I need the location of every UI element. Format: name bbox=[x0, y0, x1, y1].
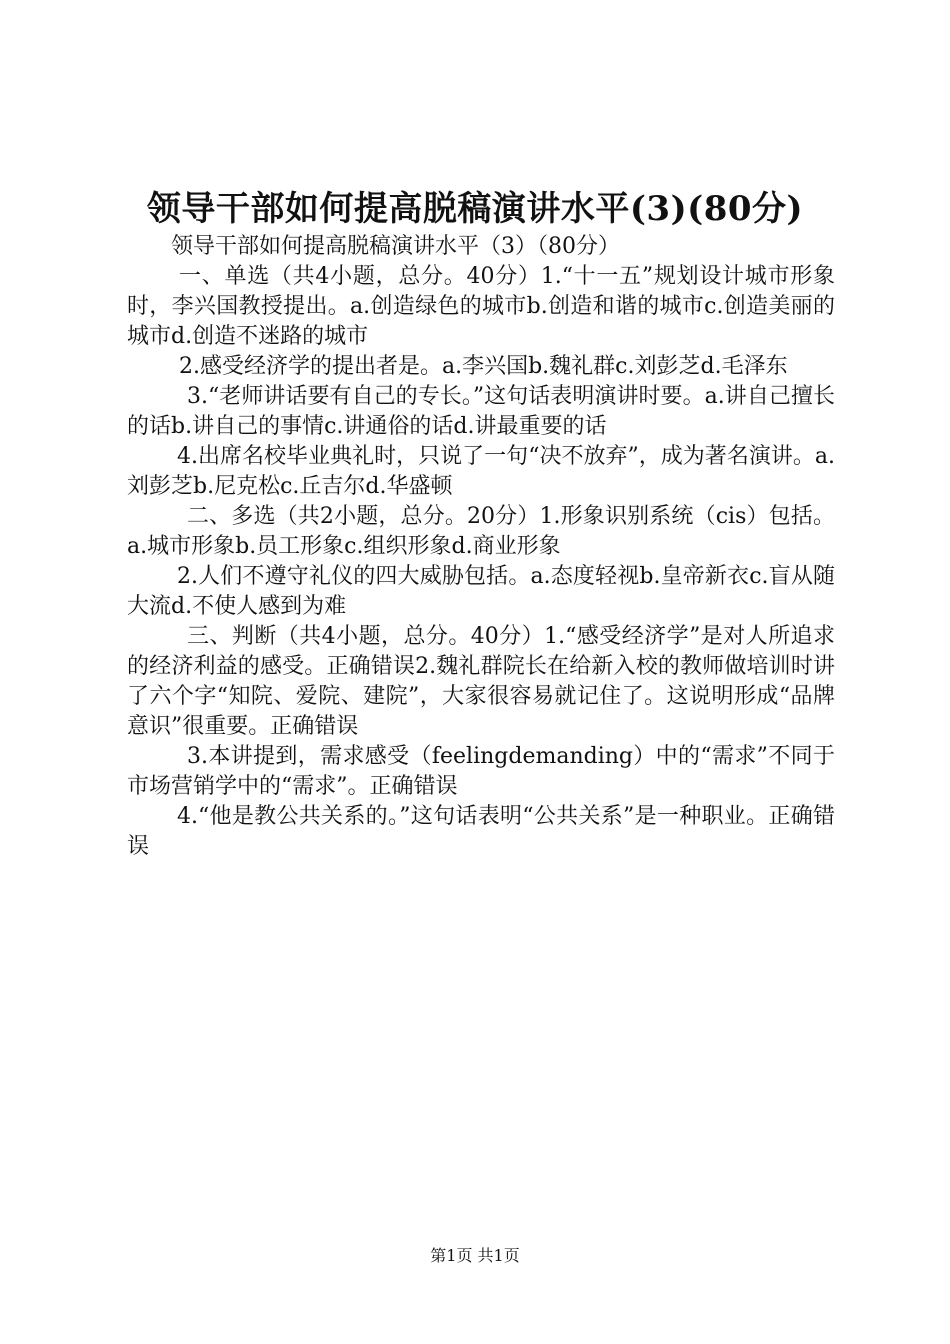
section-judgement-q1-q2: 三、判断（共4小题，总分。40分）1.“感受经济学”是对人所追求的经济利益的感受。正确错误2.魏礼群院长在给新入校的教师做培训时讲了六个字“知院、爱院、建院”，大家很容易就记住了。这说明形成“品牌意识”很重要。正确错误 bbox=[127, 624, 835, 739]
subtitle-paragraph: 领导干部如何提高脱稿演讲水平（3）（80分） bbox=[171, 234, 620, 259]
section-single-choice-q1: 一、单选（共4小题，总分。40分）1.“十一五”规划设计城市形象时，李兴国教授提出。a.创造绿色的城市b.创造和谐的城市c.创造美丽的城市d.创造不迷路的城市 bbox=[127, 264, 835, 349]
single-choice-q4: 4.出席名校毕业典礼时，只说了一句“决不放弃”，成为著名演讲。a.刘彭芝b.尼克松c.丘吉尔d.华盛顿 bbox=[127, 444, 835, 499]
page-footer: 第1页 共1页 bbox=[430, 1246, 520, 1265]
multi-choice-q2: 2.人们不遵守礼仪的四大威胁包括。a.态度轻视b.皇帝新衣c.盲从随大流d.不使人感到为难 bbox=[127, 564, 835, 619]
judgement-q3: 3.本讲提到，需求感受（feelingdemanding）中的“需求”不同于市场营销学中的“需求”。正确错误 bbox=[127, 744, 835, 799]
judgement-q4: 4.“他是教公共关系的。”这句话表明“公共关系”是一种职业。正确错误 bbox=[127, 804, 835, 859]
document-body bbox=[127, 232, 835, 862]
single-choice-q2: 2.感受经济学的提出者是。a.李兴国b.魏礼群c.刘彭芝d.毛泽东 bbox=[179, 354, 788, 379]
single-choice-q3: 3.“老师讲话要有自己的专长。”这句话表明演讲时要。a.讲自己擅长的话b.讲自己的事情c.讲通俗的话d.讲最重要的话 bbox=[127, 384, 835, 439]
document-title: 领导干部如何提高脱稿演讲水平(3)(80分) bbox=[146, 189, 804, 229]
section-multi-choice-q1: 二、多选（共2小题，总分。20分）1.形象识别系统（cis）包括。a.城市形象b.员工形象c.组织形象d.商业形象 bbox=[127, 504, 835, 559]
